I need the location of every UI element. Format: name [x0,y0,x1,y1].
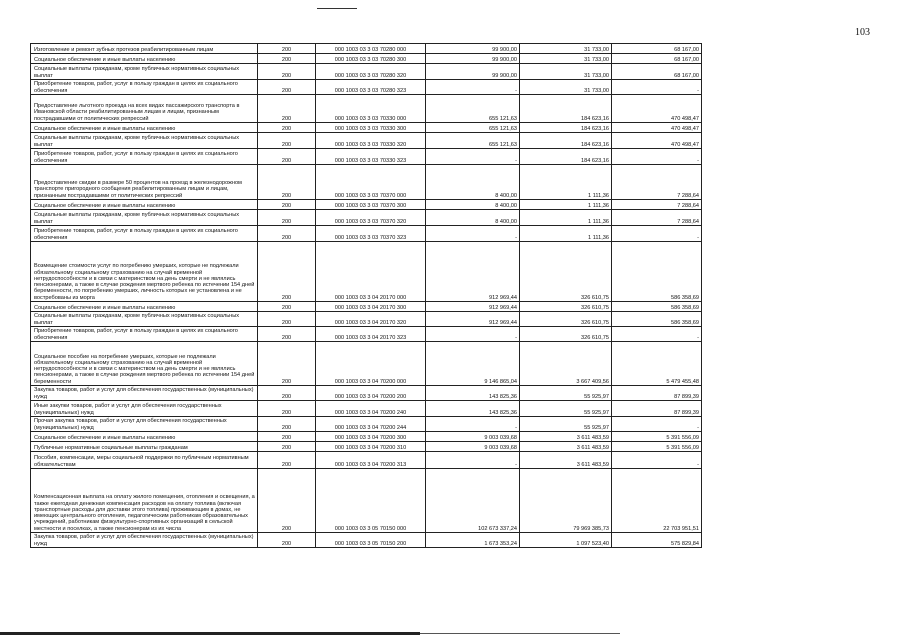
table-row [31,432,702,442]
row-executed-cell: 184 623,16 [520,95,612,123]
row-name-cell: Закупка товаров, работ и услуг для обеспечения государственных (муниципальных) нужд [31,386,258,401]
row-name-cell: Социальное обеспечение и иные выплаты населению [31,432,258,442]
row-unexecuted-cell: 87 899,39 [612,386,702,401]
row-executed-cell: 1 097 523,40 [520,533,612,548]
row-executed-cell: 1 111,36 [520,200,612,210]
row-kbk-cell: 000 1003 03 3 04 70200 200 [316,386,426,401]
row-kbk-cell: 000 1003 03 3 03 70280 323 [316,80,426,95]
row-name-cell: Предоставление льготного проезда на всех видах пассажирского транспорта в Ивановской области реабилитированным лицам и лицам, признанным пострадавшими от политических репрессий [31,95,258,123]
row-unexecuted-cell: 68 167,00 [612,44,702,54]
row-code-cell: 200 [258,417,316,432]
row-name-cell: Иные закупки товаров, работ и услуг для обеспечения государственных (муниципальных) нужд [31,401,258,417]
row-unexecuted-cell: 586 358,69 [612,302,702,312]
row-code-cell: 200 [258,226,316,242]
row-kbk-cell: 000 1003 03 3 04 20170 320 [316,312,426,327]
row-kbk-cell: 000 1003 03 3 03 70330 320 [316,133,426,149]
row-approved-cell: 143 825,36 [426,401,520,417]
row-unexecuted-cell: 22 703 951,51 [612,469,702,533]
row-kbk-cell: 000 1003 03 3 03 70280 320 [316,64,426,80]
row-approved-cell: 912 969,44 [426,302,520,312]
row-executed-cell: 55 925,97 [520,401,612,417]
row-approved-cell: 9 146 865,04 [426,342,520,386]
row-kbk-cell: 000 1003 03 3 04 70200 000 [316,342,426,386]
table-row [31,123,702,133]
row-unexecuted-cell: - [612,327,702,342]
row-kbk-cell: 000 1003 03 3 03 70370 323 [316,226,426,242]
row-code-cell: 200 [258,342,316,386]
table-row [31,327,702,342]
row-name-cell: Компенсационная выплата на оплату жилого помещения, отопления и освещения, а также ежегодная денежная компенсация расходов на оплату топлива (включая транспортные расходы для доставки этого топлива) проживающим в домах, не имеющих центрального отопления, педагогическим работникам образовательных учреждений, работникам физкультурно-спортивных организаций в сельской местности и поселках, а также пенсионерам из их числа [31,469,258,533]
row-name-cell: Изготовление и ремонт зубных протезов реабилитированным лицам [31,44,258,54]
row-code-cell: 200 [258,200,316,210]
row-code-cell: 200 [258,469,316,533]
row-unexecuted-cell: 586 358,69 [612,312,702,327]
row-name-cell: Возмещение стоимости услуг по погребению умерших, которые не подлежали обязательному социальному страхованию на случай временной нетрудоспособности и в связи с материнством на день смерти и не являлись пенсионерами, а также в случае рождения мертвого ребенка по истечении 154 дней беременности, по погребению умерших, личность которых не установлена и не востребованы из морга [31,242,258,302]
row-approved-cell: 143 825,36 [426,386,520,401]
row-name-cell: Социальные выплаты гражданам, кроме публичных нормативных социальных выплат [31,64,258,80]
table-row [31,312,702,327]
row-unexecuted-cell: 5 391 556,09 [612,432,702,442]
row-code-cell: 200 [258,442,316,452]
row-approved-cell: - [426,452,520,469]
row-unexecuted-cell: 7 288,64 [612,200,702,210]
row-unexecuted-cell: 586 358,69 [612,242,702,302]
row-name-cell: Приобретение товаров, работ, услуг в пользу граждан в целях их социального обеспечения [31,327,258,342]
row-code-cell: 200 [258,452,316,469]
row-unexecuted-cell: 68 167,00 [612,64,702,80]
row-kbk-cell: 000 1003 03 3 03 70330 000 [316,95,426,123]
row-unexecuted-cell: 470 498,47 [612,95,702,123]
table-row [31,80,702,95]
row-kbk-cell: 000 1003 03 3 04 70200 300 [316,432,426,442]
row-code-cell: 200 [258,95,316,123]
row-approved-cell: 99 900,00 [426,44,520,54]
page-number: 103 [855,27,870,38]
row-name-cell: Социальное обеспечение и иные выплаты населению [31,200,258,210]
row-code-cell: 200 [258,312,316,327]
row-name-cell: Социальное обеспечение и иные выплаты населению [31,54,258,64]
row-unexecuted-cell: 575 829,84 [612,533,702,548]
table-body [31,44,702,548]
table-row [31,386,702,401]
row-code-cell: 200 [258,149,316,165]
row-code-cell: 200 [258,123,316,133]
table-row [31,533,702,548]
row-name-cell: Закупка товаров, работ и услуг для обеспечения государственных (муниципальных) нужд [31,533,258,548]
row-code-cell: 200 [258,386,316,401]
row-kbk-cell: 000 1003 03 3 03 70280 000 [316,44,426,54]
row-kbk-cell: 000 1003 03 3 04 70200 244 [316,417,426,432]
row-executed-cell: 326 610,75 [520,302,612,312]
row-executed-cell: 326 610,75 [520,312,612,327]
table-row [31,226,702,242]
table-row [31,210,702,226]
row-kbk-cell: 000 1003 03 3 03 70370 320 [316,210,426,226]
row-unexecuted-cell: - [612,452,702,469]
row-name-cell: Социальные выплаты гражданам, кроме публичных нормативных социальных выплат [31,210,258,226]
row-code-cell: 200 [258,242,316,302]
row-code-cell: 200 [258,54,316,64]
row-approved-cell: 655 121,63 [426,123,520,133]
row-name-cell: Социальные выплаты гражданам, кроме публичных нормативных социальных выплат [31,312,258,327]
row-executed-cell: 1 111,36 [520,210,612,226]
row-code-cell: 200 [258,210,316,226]
table-row [31,469,702,533]
row-executed-cell: 1 111,36 [520,226,612,242]
row-unexecuted-cell: 7 288,64 [612,165,702,200]
row-name-cell: Предоставление скидки в размере 50 процентов на проезд в железнодорожном транспорте пригородного сообщения реабилитированным лицам и лицам, признанным пострадавшими от политических репрессий [31,165,258,200]
row-approved-cell: 9 003 039,68 [426,442,520,452]
row-kbk-cell: 000 1003 03 3 03 70370 300 [316,200,426,210]
row-approved-cell: 1 673 353,24 [426,533,520,548]
row-name-cell: Приобретение товаров, работ, услуг в пользу граждан в целях их социального обеспечения [31,80,258,95]
row-approved-cell: - [426,327,520,342]
row-kbk-cell: 000 1003 03 3 04 20170 300 [316,302,426,312]
row-unexecuted-cell: - [612,80,702,95]
row-unexecuted-cell: - [612,149,702,165]
row-code-cell: 200 [258,80,316,95]
row-executed-cell: 326 610,75 [520,327,612,342]
row-unexecuted-cell: - [612,417,702,432]
row-approved-cell: 912 969,44 [426,242,520,302]
table-row [31,401,702,417]
top-rule [317,8,357,9]
row-unexecuted-cell: 68 167,00 [612,54,702,64]
row-executed-cell: 1 111,36 [520,165,612,200]
row-name-cell: Социальное обеспечение и иные выплаты населению [31,302,258,312]
table-row [31,165,702,200]
table-row [31,95,702,123]
table-row [31,64,702,80]
row-approved-cell: 8 400,00 [426,165,520,200]
row-approved-cell: - [426,80,520,95]
row-kbk-cell: 000 1003 03 3 03 70330 300 [316,123,426,133]
row-kbk-cell: 000 1003 03 3 03 70370 000 [316,165,426,200]
row-code-cell: 200 [258,165,316,200]
table-row [31,302,702,312]
row-approved-cell: - [426,226,520,242]
row-kbk-cell: 000 1003 03 3 05 70150 200 [316,533,426,548]
bottom-rule-thin [420,633,620,634]
table-row [31,242,702,302]
row-name-cell: Социальные выплаты гражданам, кроме публичных нормативных социальных выплат [31,133,258,149]
row-name-cell: Прочая закупка товаров, работ и услуг для обеспечения государственных (муниципальных) нужд [31,417,258,432]
row-executed-cell: 326 610,75 [520,242,612,302]
row-approved-cell: 655 121,63 [426,133,520,149]
row-code-cell: 200 [258,64,316,80]
table-row [31,54,702,64]
row-approved-cell: 102 673 337,24 [426,469,520,533]
row-code-cell: 200 [258,133,316,149]
row-approved-cell: 8 400,00 [426,200,520,210]
row-name-cell: Пособия, компенсации, меры социальной поддержки по публичным нормативным обязательствам [31,452,258,469]
row-kbk-cell: 000 1003 03 3 04 70200 240 [316,401,426,417]
table-row [31,200,702,210]
row-code-cell: 200 [258,302,316,312]
row-unexecuted-cell: 7 288,64 [612,210,702,226]
table-row [31,149,702,165]
row-kbk-cell: 000 1003 03 3 05 70150 000 [316,469,426,533]
row-unexecuted-cell: 5 479 455,48 [612,342,702,386]
row-name-cell: Социальное пособие на погребение умерших, которые не подлежали обязательному социальному страхованию на случай временной нетрудоспособности и в связи с материнством на день смерти и не являлись пенсионерами, а также в случае рождения мертвого ребенка по истечении 154 дней беременности [31,342,258,386]
row-executed-cell: 31 733,00 [520,54,612,64]
row-approved-cell: 8 400,00 [426,210,520,226]
row-executed-cell: 31 733,00 [520,44,612,54]
row-unexecuted-cell: 470 498,47 [612,123,702,133]
row-kbk-cell: 000 1003 03 3 04 20170 000 [316,242,426,302]
row-kbk-cell: 000 1003 03 3 04 70200 310 [316,442,426,452]
row-executed-cell: 31 733,00 [520,80,612,95]
row-unexecuted-cell: 5 391 556,09 [612,442,702,452]
row-kbk-cell: 000 1003 03 3 03 70280 300 [316,54,426,64]
row-approved-cell: 9 003 039,68 [426,432,520,442]
row-unexecuted-cell: 87 899,39 [612,401,702,417]
table-row [31,452,702,469]
row-name-cell: Приобретение товаров, работ, услуг в пользу граждан в целях их социального обеспечения [31,149,258,165]
row-approved-cell: - [426,417,520,432]
table-row [31,342,702,386]
row-name-cell: Социальное обеспечение и иные выплаты населению [31,123,258,133]
table-row [31,442,702,452]
row-code-cell: 200 [258,401,316,417]
row-kbk-cell: 000 1003 03 3 04 20170 323 [316,327,426,342]
row-approved-cell: 99 900,00 [426,64,520,80]
row-executed-cell: 31 733,00 [520,64,612,80]
row-executed-cell: 55 925,97 [520,386,612,401]
row-kbk-cell: 000 1003 03 3 03 70330 323 [316,149,426,165]
row-executed-cell: 79 969 385,73 [520,469,612,533]
row-executed-cell: 55 925,97 [520,417,612,432]
bottom-rule [0,632,420,635]
row-name-cell: Приобретение товаров, работ, услуг в пользу граждан в целях их социального обеспечения [31,226,258,242]
row-approved-cell: 655 121,63 [426,95,520,123]
row-approved-cell: - [426,149,520,165]
row-executed-cell: 3 667 409,56 [520,342,612,386]
row-executed-cell: 3 611 483,59 [520,442,612,452]
table-row [31,44,702,54]
row-code-cell: 200 [258,432,316,442]
row-unexecuted-cell: 470 498,47 [612,133,702,149]
row-unexecuted-cell: - [612,226,702,242]
budget-table [30,43,702,548]
row-approved-cell: 99 900,00 [426,54,520,64]
row-executed-cell: 184 623,16 [520,133,612,149]
row-executed-cell: 3 611 483,59 [520,452,612,469]
row-executed-cell: 184 623,16 [520,149,612,165]
row-code-cell: 200 [258,327,316,342]
row-approved-cell: 912 969,44 [426,312,520,327]
row-name-cell: Публичные нормативные социальные выплаты гражданам [31,442,258,452]
table-row [31,417,702,432]
row-kbk-cell: 000 1003 03 3 04 70200 313 [316,452,426,469]
row-code-cell: 200 [258,44,316,54]
row-code-cell: 200 [258,533,316,548]
table-row [31,133,702,149]
row-executed-cell: 184 623,16 [520,123,612,133]
row-executed-cell: 3 611 483,59 [520,432,612,442]
